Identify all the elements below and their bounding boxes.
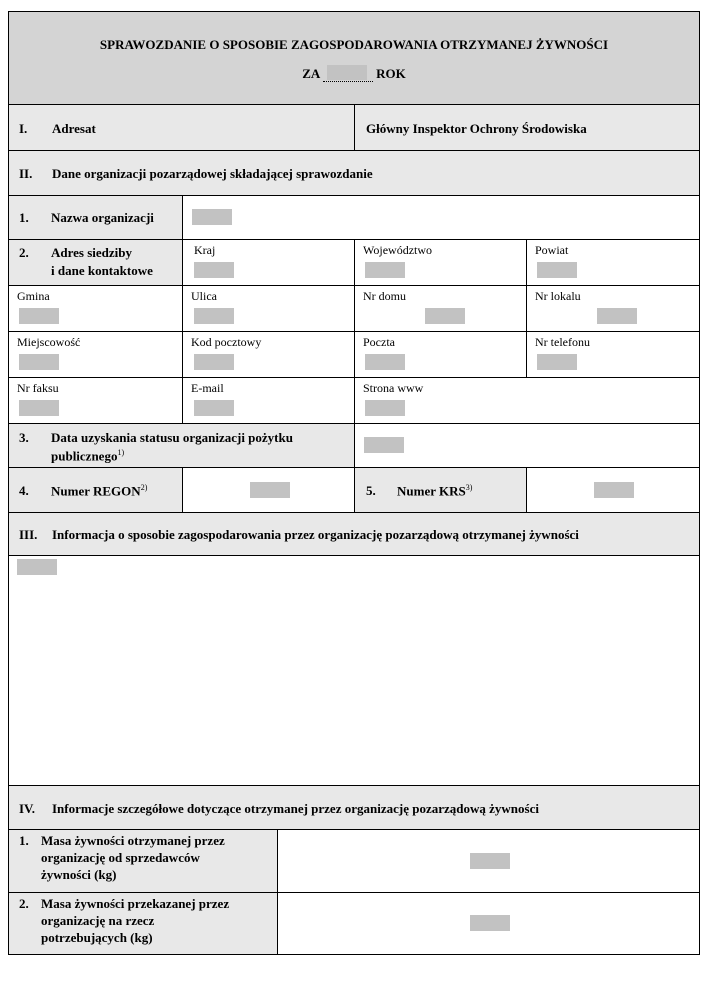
strona-www-cell [354,377,700,424]
section-3-text-field[interactable] [17,559,57,575]
regon-number: 4. [19,483,29,498]
mass-received-label-cell [8,829,278,893]
gmina-field[interactable] [19,308,59,324]
krs-number: 5. [366,483,376,498]
ulica-cell [182,285,355,332]
strona-www-label: Strona www [363,381,424,395]
email-label: E-mail [191,381,224,395]
section-4-title: Informacje szczegółowe dotyczące otrzymanej przez organizację pozarządową żywności [52,801,539,816]
miejscowosc-label: Miejscowość [17,335,81,349]
nr-lokalu-cell [526,285,700,332]
mass-transferred-line2: organizację na rzecz [41,913,155,928]
ulica-label: Ulica [191,289,217,303]
section-1-number: I. [19,121,28,136]
nr-faksu-label: Nr faksu [17,381,59,395]
address-number: 2. [19,245,29,260]
krs-label [397,483,472,499]
section-3-textarea-cell [8,555,700,786]
kraj-cell [182,239,355,286]
nr-telefonu-label: Nr telefonu [535,335,590,349]
krs-label-cell [354,467,527,513]
nr-domu-label: Nr domu [363,289,406,303]
mass-received-line3: żywności (kg) [41,867,117,882]
section-4-number: IV. [19,801,36,816]
mass-transferred-line3: potrzebujących (kg) [41,930,153,945]
section-2-number: II. [19,166,33,181]
poczta-label: Poczta [363,335,395,349]
section-1-label-cell [8,104,355,151]
org-name-field[interactable] [192,209,232,225]
year-prefix: ZA [302,66,320,81]
regon-value-cell [182,467,355,513]
address-label-cell [8,239,183,286]
wojewodztwo-field[interactable] [365,262,405,278]
report-form [8,11,700,955]
nr-lokalu-field[interactable] [597,308,637,324]
status-label-cell [8,423,355,468]
mass-received-line2: organizację od sprzedawców [41,850,200,865]
email-field[interactable] [194,400,234,416]
form-title: SPRAWOZDANIE O SPOSOBIE ZAGOSPODAROWANIA OTRZYMANEJ ŻYWNOŚCI [99,37,609,52]
org-name-value-cell [182,195,700,240]
mass-received-number: 1. [19,833,29,848]
address-label-line2: i dane kontaktowe [51,263,153,278]
miejscowosc-field[interactable] [19,354,59,370]
nr-domu-cell [354,285,527,332]
mass-received-value-cell [277,829,700,893]
address-label-line1: Adres siedziby [51,245,133,260]
form-header [8,11,700,105]
footnote-2: 2) [140,483,148,492]
status-date-field[interactable] [364,437,404,453]
status-number: 3. [19,430,29,445]
mass-transferred-line1: Masa żywności przekazanej przez [41,896,230,911]
gmina-label: Gmina [17,289,50,303]
nr-faksu-field[interactable] [19,400,59,416]
email-cell [182,377,355,424]
org-name-label-cell [8,195,183,240]
status-label-line1: Data uzyskania statusu organizacji pożytku [51,430,293,445]
krs-field[interactable] [594,482,634,498]
regon-label-cell [8,467,183,513]
kod-pocztowy-cell [182,331,355,378]
mass-received-field[interactable] [470,853,510,869]
miejscowosc-cell [8,331,183,378]
gmina-cell [8,285,183,332]
footnote-3: 3) [465,483,473,492]
krs-value-cell [526,467,700,513]
powiat-label: Powiat [535,243,569,257]
strona-www-field[interactable] [365,400,405,416]
section-1-label: Adresat [52,121,96,136]
mass-transferred-field[interactable] [470,915,510,931]
section-2-header [8,150,700,196]
kraj-label: Kraj [194,243,216,257]
regon-label-text: Numer REGON [51,483,141,499]
regon-label [51,483,147,499]
poczta-cell [354,331,527,378]
section-3-title: Informacja o sposobie zagospodarowania przez organizację pozarządową otrzymanej żywności [52,527,579,542]
ulica-field[interactable] [194,308,234,324]
org-name-label: Nazwa organizacji [51,210,154,225]
mass-transferred-label-cell [8,892,278,955]
kod-pocztowy-label: Kod pocztowy [191,335,262,349]
section-2-title: Dane organizacji pozarządowej składającej sprawozdanie [52,166,373,181]
status-value-cell [354,423,700,468]
year-line [9,66,699,82]
footnote-1: 1) [117,448,125,457]
addressee-value: Główny Inspektor Ochrony Środowiska [366,121,587,136]
year-field[interactable] [323,67,373,82]
nr-lokalu-label: Nr lokalu [535,289,581,303]
mass-transferred-number: 2. [19,896,29,911]
year-blank[interactable] [327,65,367,80]
krs-label-text: Numer KRS [397,483,466,499]
section-3-header [8,512,700,556]
regon-field[interactable] [250,482,290,498]
wojewodztwo-cell [354,239,527,286]
status-label-text: publicznego [51,448,118,464]
section-4-header [8,785,700,830]
kraj-field[interactable] [194,262,234,278]
year-suffix: ROK [376,66,406,81]
status-label-line2 [51,448,124,464]
poczta-field[interactable] [365,354,405,370]
section-1-value-cell [354,104,700,151]
powiat-field[interactable] [537,262,577,278]
nr-telefonu-cell [526,331,700,378]
mass-transferred-value-cell [277,892,700,955]
mass-received-line1: Masa żywności otrzymanej przez [41,833,225,848]
nr-domu-field[interactable] [425,308,465,324]
org-name-number: 1. [19,210,29,225]
powiat-cell [526,239,700,286]
section-3-number: III. [19,527,38,542]
wojewodztwo-label: Województwo [363,243,433,257]
nr-faksu-cell [8,377,183,424]
kod-pocztowy-field[interactable] [194,354,234,370]
nr-telefonu-field[interactable] [537,354,577,370]
